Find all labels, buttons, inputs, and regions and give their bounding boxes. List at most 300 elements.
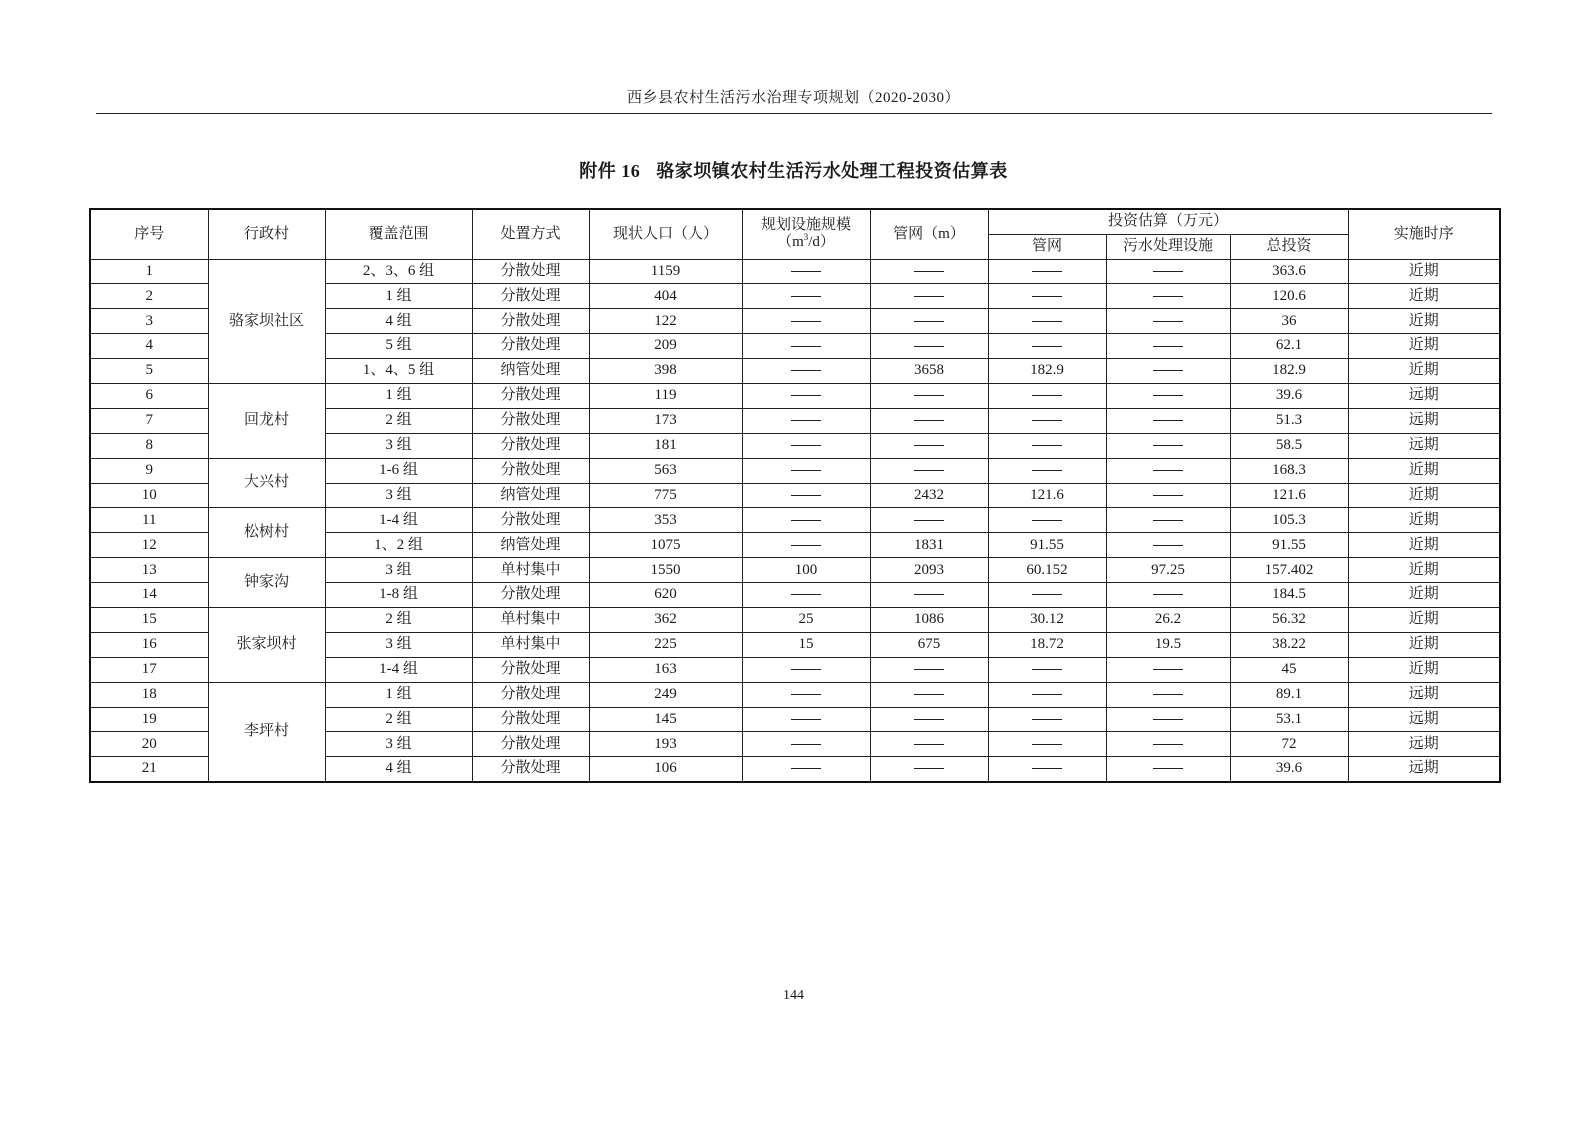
cell-inv-pipe [988,259,1106,284]
cell-capacity [742,259,870,284]
cell-inv-pipe [988,309,1106,334]
cell-pipe: 2432 [870,483,988,508]
capacity-unit-sup: 3 [803,232,809,243]
cell-pipe: 3658 [870,359,988,384]
cell-schedule: 远期 [1348,433,1500,458]
cell-coverage: 1、2 组 [325,533,472,558]
cell-inv-facility: 97.25 [1106,558,1230,583]
cell-method: 纳管处理 [472,483,589,508]
empty-dash [791,470,821,471]
cell-pipe: 675 [870,632,988,657]
cell-population: 1075 [589,533,742,558]
empty-dash [1032,321,1062,322]
cell-coverage: 1-8 组 [325,583,472,608]
empty-dash [1153,470,1183,471]
empty-dash [1032,420,1062,421]
cell-coverage: 1、4、5 组 [325,359,472,384]
header-seq: 序号 [90,209,208,259]
cell-capacity [742,757,870,782]
table-header [90,209,1500,259]
empty-dash [914,395,944,396]
cell-method: 分散处理 [472,583,589,608]
page-number: 144 [783,988,804,1003]
empty-dash [791,545,821,546]
cell-method: 分散处理 [472,707,589,732]
empty-dash [914,744,944,745]
cell-inv-facility [1106,533,1230,558]
empty-dash [1153,495,1183,496]
header-inv-pipe: 管网 [988,234,1106,259]
cell-population: 353 [589,508,742,533]
cell-population: 106 [589,757,742,782]
cell-method: 单村集中 [472,558,589,583]
empty-dash [1153,545,1183,546]
title-main: 骆家坝镇农村生活污水处理工程投资估算表 [656,161,1008,181]
cell-total: 105.3 [1230,508,1348,533]
cell-coverage: 1-4 组 [325,508,472,533]
cell-coverage: 2 组 [325,707,472,732]
empty-dash [791,445,821,446]
header-population: 现状人口（人） [589,209,742,259]
cell-coverage: 1 组 [325,284,472,309]
cell-seq: 11 [90,508,208,533]
empty-dash [791,420,821,421]
cell-capacity: 25 [742,607,870,632]
cell-coverage: 3 组 [325,732,472,757]
empty-dash [914,470,944,471]
cell-schedule: 近期 [1348,284,1500,309]
cell-method: 分散处理 [472,309,589,334]
empty-dash [1153,271,1183,272]
cell-inv-pipe [988,657,1106,682]
empty-dash [914,719,944,720]
cell-inv-facility [1106,383,1230,408]
cell-seq: 5 [90,359,208,384]
cell-coverage: 3 组 [325,483,472,508]
empty-dash [791,495,821,496]
cell-total: 39.6 [1230,757,1348,782]
cell-capacity [742,707,870,732]
cell-total: 182.9 [1230,359,1348,384]
cell-total: 72 [1230,732,1348,757]
cell-method: 单村集中 [472,607,589,632]
cell-method: 分散处理 [472,508,589,533]
empty-dash [1032,445,1062,446]
header-rule [96,113,1492,114]
cell-inv-pipe: 30.12 [988,607,1106,632]
cell-population: 193 [589,732,742,757]
cell-schedule: 近期 [1348,607,1500,632]
cell-village: 回龙村 [208,383,325,458]
cell-schedule: 近期 [1348,558,1500,583]
cell-inv-facility [1106,583,1230,608]
cell-total: 62.1 [1230,334,1348,359]
table-row [90,458,1500,483]
cell-total: 157.402 [1230,558,1348,583]
cell-schedule: 近期 [1348,533,1500,558]
empty-dash [791,744,821,745]
cell-capacity [742,458,870,483]
cell-method: 纳管处理 [472,533,589,558]
cell-inv-pipe [988,334,1106,359]
header-village: 行政村 [208,209,325,259]
cell-seq: 13 [90,558,208,583]
cell-inv-pipe: 91.55 [988,533,1106,558]
cell-capacity [742,433,870,458]
cell-total: 58.5 [1230,433,1348,458]
cell-inv-pipe: 182.9 [988,359,1106,384]
cell-pipe [870,458,988,483]
cell-seq: 19 [90,707,208,732]
cell-coverage: 1-6 组 [325,458,472,483]
cell-schedule: 近期 [1348,508,1500,533]
cell-pipe [870,309,988,334]
empty-dash [1153,445,1183,446]
cell-schedule: 近期 [1348,309,1500,334]
empty-dash [791,719,821,720]
cell-schedule: 近期 [1348,583,1500,608]
empty-dash [914,445,944,446]
cell-seq: 10 [90,483,208,508]
empty-dash [1153,669,1183,670]
cell-inv-facility [1106,483,1230,508]
cell-inv-pipe [988,433,1106,458]
cell-coverage: 3 组 [325,558,472,583]
cell-seq: 14 [90,583,208,608]
cell-total: 184.5 [1230,583,1348,608]
empty-dash [1032,768,1062,769]
empty-dash [1032,271,1062,272]
cell-seq: 7 [90,408,208,433]
cell-capacity [742,732,870,757]
cell-seq: 2 [90,284,208,309]
empty-dash [1153,520,1183,521]
cell-pipe [870,259,988,284]
cell-inv-pipe [988,732,1106,757]
capacity-unit-pre: （m [777,234,804,251]
cell-seq: 4 [90,334,208,359]
cell-capacity [742,682,870,707]
cell-inv-facility [1106,757,1230,782]
cell-total: 91.55 [1230,533,1348,558]
cell-village: 大兴村 [208,458,325,508]
table-row [90,682,1500,707]
empty-dash [791,271,821,272]
cell-schedule: 近期 [1348,359,1500,384]
cell-pipe [870,583,988,608]
header-coverage: 覆盖范围 [325,209,472,259]
cell-total: 56.32 [1230,607,1348,632]
cell-seq: 20 [90,732,208,757]
empty-dash [1032,296,1062,297]
empty-dash [1032,694,1062,695]
cell-method: 单村集中 [472,632,589,657]
cell-pipe [870,408,988,433]
cell-inv-pipe [988,707,1106,732]
cell-capacity [742,483,870,508]
empty-dash [1153,420,1183,421]
cell-village: 骆家坝社区 [208,259,325,383]
cell-village: 松树村 [208,508,325,558]
cell-pipe [870,757,988,782]
cell-coverage: 2、3、6 组 [325,259,472,284]
empty-dash [914,296,944,297]
cell-method: 分散处理 [472,732,589,757]
cell-inv-pipe [988,408,1106,433]
empty-dash [914,520,944,521]
cell-inv-facility [1106,508,1230,533]
cell-pipe [870,383,988,408]
cell-inv-pipe: 18.72 [988,632,1106,657]
cell-schedule: 近期 [1348,259,1500,284]
empty-dash [791,768,821,769]
cell-schedule: 远期 [1348,707,1500,732]
running-header: 西乡县农村生活污水治理专项规划（2020-2030） [627,90,960,106]
cell-schedule: 近期 [1348,632,1500,657]
cell-method: 分散处理 [472,383,589,408]
empty-dash [914,420,944,421]
empty-dash [1153,370,1183,371]
cell-pipe [870,707,988,732]
cell-method: 分散处理 [472,334,589,359]
cell-population: 209 [589,334,742,359]
cell-population: 173 [589,408,742,433]
cell-schedule: 远期 [1348,408,1500,433]
cell-capacity: 15 [742,632,870,657]
empty-dash [914,594,944,595]
cell-pipe [870,284,988,309]
cell-coverage: 4 组 [325,757,472,782]
header-pipe-length: 管网（m） [870,209,988,259]
cell-inv-facility [1106,458,1230,483]
cell-capacity [742,359,870,384]
cell-method: 纳管处理 [472,359,589,384]
cell-population: 163 [589,657,742,682]
cell-inv-facility: 19.5 [1106,632,1230,657]
cell-population: 404 [589,284,742,309]
cell-capacity [742,408,870,433]
cell-seq: 15 [90,607,208,632]
cell-capacity [742,383,870,408]
cell-pipe [870,732,988,757]
cell-coverage: 1 组 [325,682,472,707]
header-schedule: 实施时序 [1348,209,1500,259]
cell-capacity [742,284,870,309]
cell-total: 363.6 [1230,259,1348,284]
investment-table [89,208,1501,783]
table-row [90,259,1500,284]
cell-capacity [742,657,870,682]
cell-capacity [742,533,870,558]
cell-method: 分散处理 [472,682,589,707]
cell-population: 775 [589,483,742,508]
header-capacity [742,209,870,259]
cell-population: 225 [589,632,742,657]
empty-dash [914,346,944,347]
cell-total: 89.1 [1230,682,1348,707]
header-inv-total: 总投资 [1230,234,1348,259]
cell-inv-pipe [988,583,1106,608]
empty-dash [1032,395,1062,396]
cell-total: 51.3 [1230,408,1348,433]
empty-dash [791,346,821,347]
cell-seq: 3 [90,309,208,334]
cell-coverage: 3 组 [325,632,472,657]
empty-dash [1153,395,1183,396]
cell-inv-facility [1106,284,1230,309]
cell-schedule: 近期 [1348,657,1500,682]
cell-inv-pipe [988,757,1106,782]
cell-seq: 21 [90,757,208,782]
cell-inv-facility [1106,732,1230,757]
cell-pipe [870,334,988,359]
header-investment: 投资估算（万元） [988,209,1348,234]
table-row [90,558,1500,583]
cell-village: 李坪村 [208,682,325,782]
empty-dash [1032,744,1062,745]
cell-seq: 8 [90,433,208,458]
cell-population: 122 [589,309,742,334]
cell-total: 38.22 [1230,632,1348,657]
header-capacity-label: 规划设施规模 [760,217,851,233]
cell-total: 168.3 [1230,458,1348,483]
empty-dash [1153,321,1183,322]
cell-inv-facility [1106,359,1230,384]
capacity-unit-post: /d） [808,234,835,251]
cell-inv-facility [1106,408,1230,433]
cell-method: 分散处理 [472,408,589,433]
title-prefix: 附件 16 [579,161,641,181]
cell-seq: 1 [90,259,208,284]
cell-method: 分散处理 [472,284,589,309]
table-row [90,607,1500,632]
cell-village: 张家坝村 [208,607,325,682]
cell-inv-facility [1106,334,1230,359]
empty-dash [1032,594,1062,595]
empty-dash [914,669,944,670]
cell-coverage: 2 组 [325,408,472,433]
cell-schedule: 近期 [1348,334,1500,359]
cell-pipe: 2093 [870,558,988,583]
empty-dash [914,271,944,272]
empty-dash [914,694,944,695]
cell-population: 398 [589,359,742,384]
cell-total: 53.1 [1230,707,1348,732]
empty-dash [791,694,821,695]
cell-population: 119 [589,383,742,408]
cell-total: 39.6 [1230,383,1348,408]
cell-inv-pipe [988,284,1106,309]
empty-dash [1153,694,1183,695]
empty-dash [1032,520,1062,521]
cell-method: 分散处理 [472,657,589,682]
cell-inv-facility [1106,707,1230,732]
cell-total: 120.6 [1230,284,1348,309]
empty-dash [1153,346,1183,347]
cell-total: 121.6 [1230,483,1348,508]
cell-inv-pipe: 121.6 [988,483,1106,508]
cell-schedule: 远期 [1348,383,1500,408]
cell-seq: 9 [90,458,208,483]
cell-inv-facility [1106,433,1230,458]
cell-capacity [742,334,870,359]
empty-dash [914,321,944,322]
cell-schedule: 远期 [1348,682,1500,707]
cell-method: 分散处理 [472,259,589,284]
table-body [90,259,1500,782]
cell-inv-facility [1106,309,1230,334]
cell-inv-pipe [988,682,1106,707]
empty-dash [914,768,944,769]
cell-population: 362 [589,607,742,632]
cell-schedule: 远期 [1348,732,1500,757]
cell-schedule: 远期 [1348,757,1500,782]
cell-method: 分散处理 [472,757,589,782]
cell-coverage: 3 组 [325,433,472,458]
cell-pipe [870,508,988,533]
cell-inv-facility [1106,682,1230,707]
table-row [90,508,1500,533]
cell-coverage: 5 组 [325,334,472,359]
empty-dash [1153,744,1183,745]
cell-population: 181 [589,433,742,458]
empty-dash [791,296,821,297]
header-capacity-unit [743,234,870,251]
cell-inv-pipe: 60.152 [988,558,1106,583]
empty-dash [1153,594,1183,595]
cell-population: 249 [589,682,742,707]
cell-seq: 18 [90,682,208,707]
cell-coverage: 4 组 [325,309,472,334]
cell-inv-facility: 26.2 [1106,607,1230,632]
empty-dash [1153,296,1183,297]
cell-inv-pipe [988,508,1106,533]
cell-coverage: 1-4 组 [325,657,472,682]
table-row [90,383,1500,408]
cell-pipe: 1831 [870,533,988,558]
empty-dash [1153,719,1183,720]
cell-population: 1550 [589,558,742,583]
cell-inv-pipe [988,383,1106,408]
cell-schedule: 近期 [1348,483,1500,508]
header-method: 处置方式 [472,209,589,259]
empty-dash [791,321,821,322]
cell-coverage: 2 组 [325,607,472,632]
cell-inv-facility [1106,657,1230,682]
cell-seq: 17 [90,657,208,682]
cell-population: 563 [589,458,742,483]
empty-dash [791,669,821,670]
cell-seq: 12 [90,533,208,558]
empty-dash [1032,669,1062,670]
empty-dash [791,395,821,396]
cell-pipe [870,657,988,682]
header-inv-facility: 污水处理设施 [1106,234,1230,259]
cell-village: 钟家沟 [208,558,325,608]
cell-population: 145 [589,707,742,732]
cell-population: 1159 [589,259,742,284]
cell-seq: 6 [90,383,208,408]
cell-total: 36 [1230,309,1348,334]
cell-pipe [870,682,988,707]
cell-inv-facility [1106,259,1230,284]
cell-method: 分散处理 [472,433,589,458]
cell-inv-pipe [988,458,1106,483]
empty-dash [791,370,821,371]
cell-capacity: 100 [742,558,870,583]
cell-pipe [870,433,988,458]
empty-dash [791,594,821,595]
